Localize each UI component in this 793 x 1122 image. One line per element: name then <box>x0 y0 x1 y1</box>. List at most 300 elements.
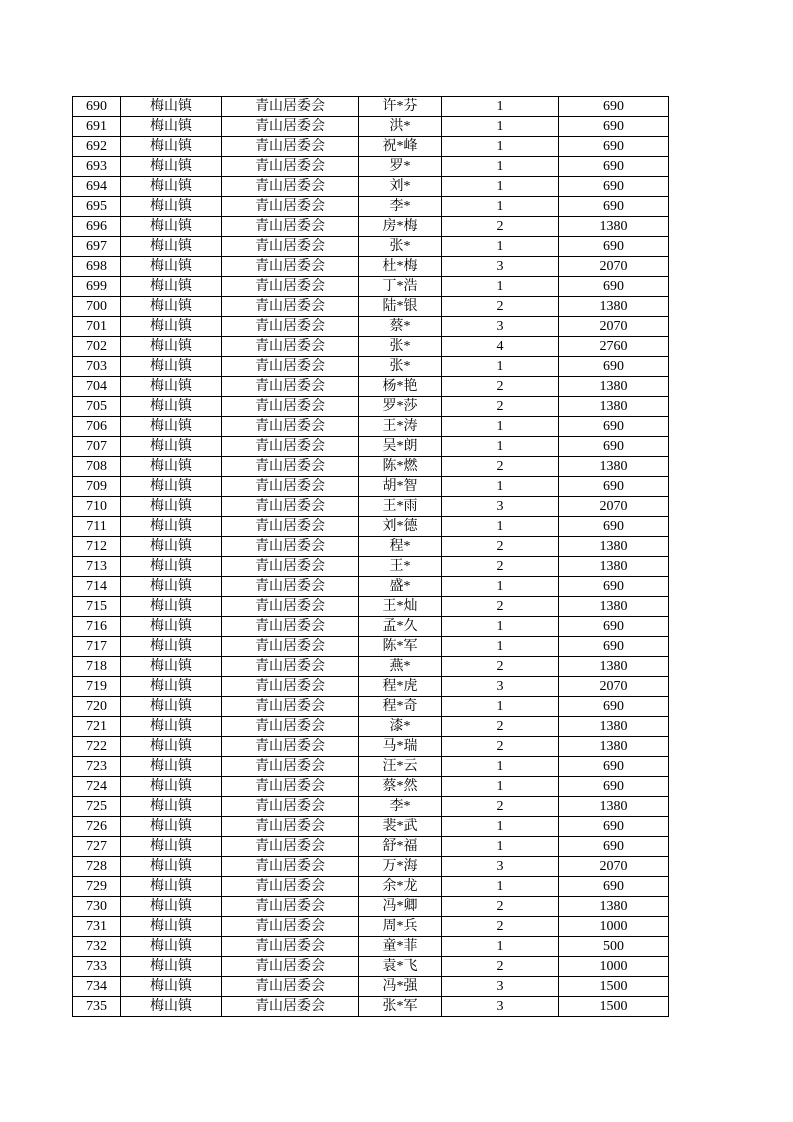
town-cell: 梅山镇 <box>121 237 222 257</box>
row-number-cell: 704 <box>73 377 121 397</box>
committee-cell: 青山居委会 <box>222 537 359 557</box>
table-row <box>73 997 669 1017</box>
name-cell: 蔡* <box>359 317 442 337</box>
count-cell: 2 <box>442 917 559 937</box>
table-row <box>73 357 669 377</box>
town-cell: 梅山镇 <box>121 757 222 777</box>
committee-cell: 青山居委会 <box>222 637 359 657</box>
committee-cell: 青山居委会 <box>222 937 359 957</box>
count-cell: 3 <box>442 677 559 697</box>
amount-cell: 690 <box>559 517 669 537</box>
name-cell: 罗*莎 <box>359 397 442 417</box>
row-number-cell: 692 <box>73 137 121 157</box>
table-row <box>73 297 669 317</box>
town-cell: 梅山镇 <box>121 857 222 877</box>
row-number-cell: 734 <box>73 977 121 997</box>
row-number-cell: 730 <box>73 897 121 917</box>
committee-cell: 青山居委会 <box>222 377 359 397</box>
name-cell: 裴*武 <box>359 817 442 837</box>
committee-cell: 青山居委会 <box>222 797 359 817</box>
committee-cell: 青山居委会 <box>222 197 359 217</box>
amount-cell: 690 <box>559 117 669 137</box>
committee-cell: 青山居委会 <box>222 917 359 937</box>
town-cell: 梅山镇 <box>121 497 222 517</box>
row-number-cell: 711 <box>73 517 121 537</box>
table-row <box>73 837 669 857</box>
table-row <box>73 797 669 817</box>
name-cell: 房*梅 <box>359 217 442 237</box>
amount-cell: 690 <box>559 137 669 157</box>
table-row <box>73 817 669 837</box>
committee-cell: 青山居委会 <box>222 997 359 1017</box>
table-row <box>73 437 669 457</box>
count-cell: 2 <box>442 597 559 617</box>
amount-cell: 1380 <box>559 717 669 737</box>
name-cell: 陈*燃 <box>359 457 442 477</box>
name-cell: 刘*德 <box>359 517 442 537</box>
count-cell: 2 <box>442 797 559 817</box>
count-cell: 2 <box>442 737 559 757</box>
count-cell: 1 <box>442 197 559 217</box>
table-body <box>73 97 669 1017</box>
name-cell: 余*龙 <box>359 877 442 897</box>
table-row <box>73 577 669 597</box>
committee-cell: 青山居委会 <box>222 697 359 717</box>
amount-cell: 1380 <box>559 557 669 577</box>
town-cell: 梅山镇 <box>121 777 222 797</box>
town-cell: 梅山镇 <box>121 317 222 337</box>
amount-cell: 690 <box>559 637 669 657</box>
town-cell: 梅山镇 <box>121 917 222 937</box>
row-number-cell: 727 <box>73 837 121 857</box>
amount-cell: 1380 <box>559 897 669 917</box>
count-cell: 2 <box>442 557 559 577</box>
committee-cell: 青山居委会 <box>222 277 359 297</box>
count-cell: 1 <box>442 137 559 157</box>
committee-cell: 青山居委会 <box>222 317 359 337</box>
town-cell: 梅山镇 <box>121 217 222 237</box>
town-cell: 梅山镇 <box>121 137 222 157</box>
committee-cell: 青山居委会 <box>222 297 359 317</box>
town-cell: 梅山镇 <box>121 457 222 477</box>
count-cell: 2 <box>442 377 559 397</box>
count-cell: 1 <box>442 757 559 777</box>
table-row <box>73 97 669 117</box>
committee-cell: 青山居委会 <box>222 837 359 857</box>
name-cell: 王*灿 <box>359 597 442 617</box>
table-row <box>73 777 669 797</box>
count-cell: 3 <box>442 317 559 337</box>
town-cell: 梅山镇 <box>121 117 222 137</box>
amount-cell: 1380 <box>559 597 669 617</box>
table-row <box>73 457 669 477</box>
table-row <box>73 877 669 897</box>
row-number-cell: 696 <box>73 217 121 237</box>
committee-cell: 青山居委会 <box>222 217 359 237</box>
amount-cell: 690 <box>559 97 669 117</box>
amount-cell: 690 <box>559 437 669 457</box>
count-cell: 1 <box>442 357 559 377</box>
town-cell: 梅山镇 <box>121 537 222 557</box>
town-cell: 梅山镇 <box>121 977 222 997</box>
count-cell: 1 <box>442 837 559 857</box>
row-number-cell: 716 <box>73 617 121 637</box>
town-cell: 梅山镇 <box>121 517 222 537</box>
name-cell: 孟*久 <box>359 617 442 637</box>
town-cell: 梅山镇 <box>121 877 222 897</box>
name-cell: 李* <box>359 797 442 817</box>
committee-cell: 青山居委会 <box>222 897 359 917</box>
committee-cell: 青山居委会 <box>222 337 359 357</box>
name-cell: 马*瑞 <box>359 737 442 757</box>
committee-cell: 青山居委会 <box>222 577 359 597</box>
row-number-cell: 723 <box>73 757 121 777</box>
table-row <box>73 537 669 557</box>
count-cell: 1 <box>442 777 559 797</box>
town-cell: 梅山镇 <box>121 337 222 357</box>
amount-cell: 690 <box>559 877 669 897</box>
table-row <box>73 317 669 337</box>
name-cell: 冯*强 <box>359 977 442 997</box>
amount-cell: 500 <box>559 937 669 957</box>
committee-cell: 青山居委会 <box>222 417 359 437</box>
table-row <box>73 517 669 537</box>
count-cell: 1 <box>442 517 559 537</box>
row-number-cell: 691 <box>73 117 121 137</box>
amount-cell: 1000 <box>559 917 669 937</box>
name-cell: 舒*福 <box>359 837 442 857</box>
name-cell: 燕* <box>359 657 442 677</box>
name-cell: 张* <box>359 237 442 257</box>
town-cell: 梅山镇 <box>121 477 222 497</box>
table-row <box>73 737 669 757</box>
committee-cell: 青山居委会 <box>222 597 359 617</box>
table-row <box>73 157 669 177</box>
count-cell: 3 <box>442 997 559 1017</box>
amount-cell: 690 <box>559 357 669 377</box>
count-cell: 1 <box>442 477 559 497</box>
committee-cell: 青山居委会 <box>222 257 359 277</box>
committee-cell: 青山居委会 <box>222 737 359 757</box>
table-row <box>73 917 669 937</box>
town-cell: 梅山镇 <box>121 677 222 697</box>
committee-cell: 青山居委会 <box>222 137 359 157</box>
table-row <box>73 897 669 917</box>
row-number-cell: 718 <box>73 657 121 677</box>
name-cell: 袁*飞 <box>359 957 442 977</box>
table-row <box>73 397 669 417</box>
data-table <box>72 96 669 1017</box>
amount-cell: 1380 <box>559 217 669 237</box>
table-row <box>73 717 669 737</box>
table-row <box>73 417 669 437</box>
count-cell: 2 <box>442 897 559 917</box>
table-row <box>73 657 669 677</box>
row-number-cell: 698 <box>73 257 121 277</box>
amount-cell: 1380 <box>559 537 669 557</box>
amount-cell: 690 <box>559 477 669 497</box>
row-number-cell: 712 <box>73 537 121 557</box>
name-cell: 张* <box>359 357 442 377</box>
committee-cell: 青山居委会 <box>222 477 359 497</box>
table-row <box>73 277 669 297</box>
amount-cell: 1380 <box>559 377 669 397</box>
row-number-cell: 700 <box>73 297 121 317</box>
name-cell: 陈*军 <box>359 637 442 657</box>
row-number-cell: 690 <box>73 97 121 117</box>
town-cell: 梅山镇 <box>121 837 222 857</box>
name-cell: 张*军 <box>359 997 442 1017</box>
town-cell: 梅山镇 <box>121 377 222 397</box>
row-number-cell: 693 <box>73 157 121 177</box>
count-cell: 1 <box>442 637 559 657</box>
table-row <box>73 237 669 257</box>
town-cell: 梅山镇 <box>121 197 222 217</box>
table-row <box>73 597 669 617</box>
table-row <box>73 217 669 237</box>
town-cell: 梅山镇 <box>121 937 222 957</box>
count-cell: 1 <box>442 937 559 957</box>
row-number-cell: 729 <box>73 877 121 897</box>
count-cell: 2 <box>442 457 559 477</box>
amount-cell: 2070 <box>559 857 669 877</box>
table-row <box>73 617 669 637</box>
row-number-cell: 731 <box>73 917 121 937</box>
name-cell: 蔡*然 <box>359 777 442 797</box>
row-number-cell: 702 <box>73 337 121 357</box>
row-number-cell: 713 <box>73 557 121 577</box>
committee-cell: 青山居委会 <box>222 717 359 737</box>
row-number-cell: 735 <box>73 997 121 1017</box>
amount-cell: 2070 <box>559 257 669 277</box>
count-cell: 1 <box>442 117 559 137</box>
table-row <box>73 197 669 217</box>
town-cell: 梅山镇 <box>121 397 222 417</box>
table-row <box>73 637 669 657</box>
count-cell: 1 <box>442 617 559 637</box>
town-cell: 梅山镇 <box>121 257 222 277</box>
amount-cell: 690 <box>559 697 669 717</box>
town-cell: 梅山镇 <box>121 697 222 717</box>
count-cell: 2 <box>442 717 559 737</box>
name-cell: 程*虎 <box>359 677 442 697</box>
amount-cell: 690 <box>559 277 669 297</box>
amount-cell: 1380 <box>559 397 669 417</box>
committee-cell: 青山居委会 <box>222 357 359 377</box>
town-cell: 梅山镇 <box>121 177 222 197</box>
row-number-cell: 697 <box>73 237 121 257</box>
table-row <box>73 677 669 697</box>
row-number-cell: 721 <box>73 717 121 737</box>
row-number-cell: 732 <box>73 937 121 957</box>
count-cell: 1 <box>442 417 559 437</box>
committee-cell: 青山居委会 <box>222 677 359 697</box>
table-row <box>73 857 669 877</box>
committee-cell: 青山居委会 <box>222 117 359 137</box>
row-number-cell: 707 <box>73 437 121 457</box>
town-cell: 梅山镇 <box>121 277 222 297</box>
count-cell: 2 <box>442 297 559 317</box>
row-number-cell: 709 <box>73 477 121 497</box>
row-number-cell: 725 <box>73 797 121 817</box>
name-cell: 罗* <box>359 157 442 177</box>
table-row <box>73 497 669 517</box>
town-cell: 梅山镇 <box>121 657 222 677</box>
name-cell: 刘* <box>359 177 442 197</box>
count-cell: 3 <box>442 857 559 877</box>
committee-cell: 青山居委会 <box>222 177 359 197</box>
name-cell: 周*兵 <box>359 917 442 937</box>
amount-cell: 1380 <box>559 797 669 817</box>
row-number-cell: 695 <box>73 197 121 217</box>
count-cell: 1 <box>442 277 559 297</box>
table-row <box>73 477 669 497</box>
name-cell: 童*菲 <box>359 937 442 957</box>
table-row <box>73 757 669 777</box>
count-cell: 1 <box>442 817 559 837</box>
table-row <box>73 977 669 997</box>
row-number-cell: 720 <box>73 697 121 717</box>
amount-cell: 690 <box>559 577 669 597</box>
count-cell: 2 <box>442 537 559 557</box>
row-number-cell: 715 <box>73 597 121 617</box>
amount-cell: 1500 <box>559 997 669 1017</box>
name-cell: 吴*朗 <box>359 437 442 457</box>
town-cell: 梅山镇 <box>121 617 222 637</box>
amount-cell: 1380 <box>559 457 669 477</box>
count-cell: 2 <box>442 217 559 237</box>
name-cell: 漆* <box>359 717 442 737</box>
town-cell: 梅山镇 <box>121 717 222 737</box>
amount-cell: 1000 <box>559 957 669 977</box>
row-number-cell: 719 <box>73 677 121 697</box>
amount-cell: 2070 <box>559 317 669 337</box>
table-row <box>73 257 669 277</box>
table-row <box>73 337 669 357</box>
amount-cell: 690 <box>559 417 669 437</box>
count-cell: 1 <box>442 437 559 457</box>
amount-cell: 690 <box>559 237 669 257</box>
table-row <box>73 137 669 157</box>
row-number-cell: 717 <box>73 637 121 657</box>
count-cell: 3 <box>442 497 559 517</box>
name-cell: 胡*智 <box>359 477 442 497</box>
amount-cell: 2070 <box>559 497 669 517</box>
town-cell: 梅山镇 <box>121 357 222 377</box>
table-row <box>73 117 669 137</box>
town-cell: 梅山镇 <box>121 417 222 437</box>
name-cell: 许*芬 <box>359 97 442 117</box>
committee-cell: 青山居委会 <box>222 777 359 797</box>
amount-cell: 1380 <box>559 297 669 317</box>
table-row <box>73 377 669 397</box>
count-cell: 1 <box>442 697 559 717</box>
town-cell: 梅山镇 <box>121 437 222 457</box>
amount-cell: 690 <box>559 197 669 217</box>
name-cell: 程* <box>359 537 442 557</box>
name-cell: 冯*卿 <box>359 897 442 917</box>
count-cell: 1 <box>442 237 559 257</box>
name-cell: 万*海 <box>359 857 442 877</box>
row-number-cell: 733 <box>73 957 121 977</box>
row-number-cell: 701 <box>73 317 121 337</box>
name-cell: 杨*艳 <box>359 377 442 397</box>
name-cell: 王* <box>359 557 442 577</box>
row-number-cell: 705 <box>73 397 121 417</box>
town-cell: 梅山镇 <box>121 157 222 177</box>
row-number-cell: 710 <box>73 497 121 517</box>
row-number-cell: 703 <box>73 357 121 377</box>
count-cell: 1 <box>442 177 559 197</box>
committee-cell: 青山居委会 <box>222 517 359 537</box>
name-cell: 陆*银 <box>359 297 442 317</box>
name-cell: 王*雨 <box>359 497 442 517</box>
amount-cell: 690 <box>559 817 669 837</box>
table-row <box>73 557 669 577</box>
name-cell: 丁*浩 <box>359 277 442 297</box>
town-cell: 梅山镇 <box>121 577 222 597</box>
amount-cell: 690 <box>559 777 669 797</box>
row-number-cell: 728 <box>73 857 121 877</box>
count-cell: 1 <box>442 97 559 117</box>
name-cell: 王*涛 <box>359 417 442 437</box>
name-cell: 祝*峰 <box>359 137 442 157</box>
amount-cell: 690 <box>559 837 669 857</box>
count-cell: 3 <box>442 257 559 277</box>
committee-cell: 青山居委会 <box>222 157 359 177</box>
town-cell: 梅山镇 <box>121 897 222 917</box>
amount-cell: 1500 <box>559 977 669 997</box>
committee-cell: 青山居委会 <box>222 657 359 677</box>
committee-cell: 青山居委会 <box>222 437 359 457</box>
count-cell: 2 <box>442 957 559 977</box>
row-number-cell: 724 <box>73 777 121 797</box>
amount-cell: 1380 <box>559 737 669 757</box>
committee-cell: 青山居委会 <box>222 457 359 477</box>
town-cell: 梅山镇 <box>121 817 222 837</box>
table-row <box>73 957 669 977</box>
row-number-cell: 708 <box>73 457 121 477</box>
amount-cell: 690 <box>559 617 669 637</box>
name-cell: 程*奇 <box>359 697 442 717</box>
count-cell: 1 <box>442 157 559 177</box>
committee-cell: 青山居委会 <box>222 977 359 997</box>
amount-cell: 1380 <box>559 657 669 677</box>
name-cell: 盛* <box>359 577 442 597</box>
town-cell: 梅山镇 <box>121 97 222 117</box>
committee-cell: 青山居委会 <box>222 957 359 977</box>
row-number-cell: 722 <box>73 737 121 757</box>
amount-cell: 2760 <box>559 337 669 357</box>
committee-cell: 青山居委会 <box>222 617 359 637</box>
committee-cell: 青山居委会 <box>222 557 359 577</box>
amount-cell: 2070 <box>559 677 669 697</box>
committee-cell: 青山居委会 <box>222 397 359 417</box>
row-number-cell: 699 <box>73 277 121 297</box>
row-number-cell: 694 <box>73 177 121 197</box>
committee-cell: 青山居委会 <box>222 497 359 517</box>
count-cell: 2 <box>442 397 559 417</box>
count-cell: 1 <box>442 877 559 897</box>
committee-cell: 青山居委会 <box>222 877 359 897</box>
name-cell: 汪*云 <box>359 757 442 777</box>
amount-cell: 690 <box>559 157 669 177</box>
count-cell: 3 <box>442 977 559 997</box>
committee-cell: 青山居委会 <box>222 237 359 257</box>
town-cell: 梅山镇 <box>121 557 222 577</box>
town-cell: 梅山镇 <box>121 737 222 757</box>
town-cell: 梅山镇 <box>121 997 222 1017</box>
